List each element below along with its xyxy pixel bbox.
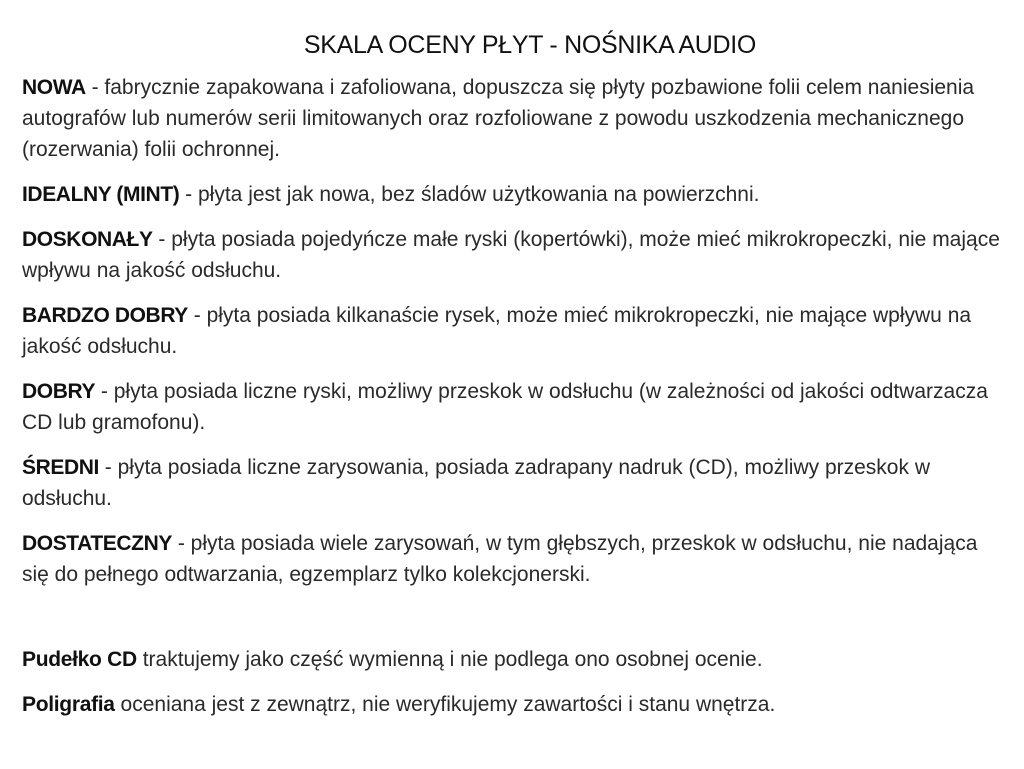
- grade-nowa: [22, 72, 1002, 165]
- grade-doskonaly: [22, 224, 1002, 286]
- note-description: traktujemy jako część wymienną i nie podlega ono osobnej ocenie.: [136, 648, 763, 671]
- page-title: SKALA OCENY PŁYT - NOŚNIKA AUDIO: [303, 31, 757, 59]
- grade-term: BARDZO DOBRY: [22, 304, 188, 327]
- note-pudelko-cd: [22, 644, 1002, 675]
- note-description: oceniana jest z zewnątrz, nie weryfikujemy zawartości i stanu wnętrza.: [114, 693, 776, 716]
- grade-term: DOSKONAŁY: [22, 228, 153, 251]
- grade-dobry: [22, 376, 1002, 438]
- grade-description: - płyta posiada liczne ryski, możliwy przeskok w odsłuchu (w zależności od jakości odtwarzacza CD lub gramofonu).: [22, 380, 988, 434]
- grade-term: DOBRY: [22, 380, 96, 403]
- note-term: Poligrafia: [22, 693, 115, 716]
- grade-bardzo-dobry: [22, 300, 1002, 362]
- grade-description: - płyta posiada wiele zarysowań, w tym głębszych, przeskok w odsłuchu, nie nadająca się do pełnego odtwarzania, egzemplarz tylko kolekcjonerski.: [22, 532, 978, 586]
- grade-description: - płyta posiada pojedyńcze małe ryski (kopertówki), może mieć mikrokropeczki, nie mające wpływu na jakość odsłuchu.: [22, 228, 1000, 282]
- grade-term: DOSTATECZNY: [22, 532, 172, 555]
- note-term: Pudełko CD: [22, 648, 137, 671]
- grade-dostateczny: [22, 528, 1002, 590]
- grade-description: - fabrycznie zapakowana i zafoliowana, dopuszcza się płyty pozbawione folii celem naniesienia autografów lub numerów serii limitowanych oraz rozfoliowane z powodu uszkodzenia mechanicznego (rozerwania) folii ochronnej.: [22, 76, 975, 161]
- grade-description: - płyta posiada liczne zarysowania, posiada zadrapany nadruk (CD), możliwy przeskok w odsłuchu.: [22, 456, 930, 510]
- grade-idealny: [22, 179, 1002, 210]
- grade-description: - płyta posiada kilkanaście rysek, może mieć mikrokropeczki, nie mające wpływu na jakość odsłuchu.: [22, 304, 972, 358]
- grade-sredni: [22, 452, 1002, 514]
- grade-description: - płyta jest jak nowa, bez śladów użytkowania na powierzchni.: [179, 183, 760, 206]
- grade-term: IDEALNY (MINT): [22, 183, 180, 206]
- grade-term: NOWA: [22, 76, 86, 99]
- section-spacer: [22, 604, 1002, 644]
- grade-term: ŚREDNI: [22, 456, 99, 479]
- note-poligrafia: [22, 689, 1002, 720]
